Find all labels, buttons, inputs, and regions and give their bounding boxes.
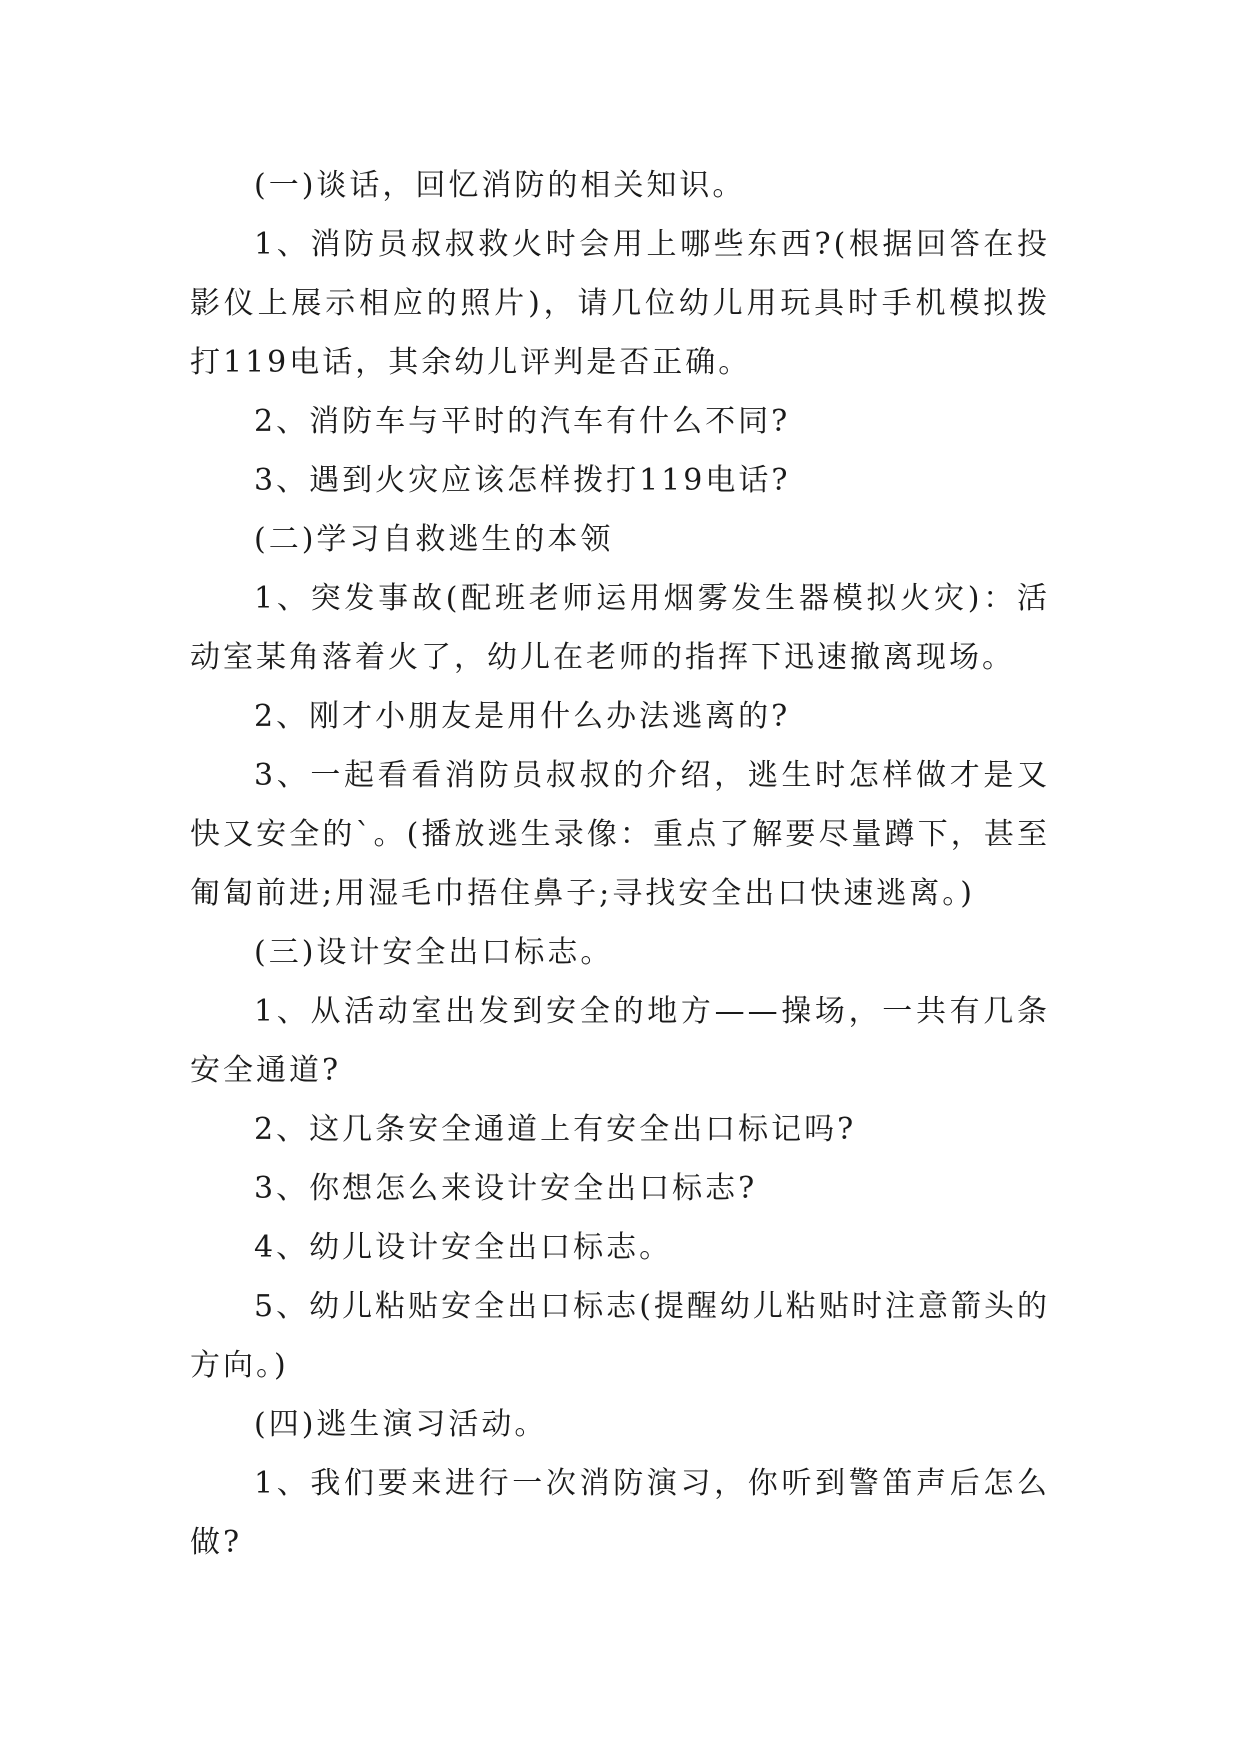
section-heading-1: (一)谈话，回忆消防的相关知识。 — [254, 168, 746, 203]
paragraph: 1、突发事故(配班老师运用烟雾发生器模拟火灾)：活动室某角落着火了，幼儿在老师的指挥下迅速撤离现场。 — [190, 581, 1050, 675]
paragraph: 3、遇到火灾应该怎样拨打119电话? — [254, 463, 791, 498]
section-heading-2: (二)学习自救逃生的本领 — [254, 522, 614, 557]
document-body — [190, 156, 1050, 1572]
paragraph: 2、刚才小朋友是用什么办法逃离的? — [254, 699, 791, 734]
paragraph: 5、幼儿粘贴安全出口标志(提醒幼儿粘贴时注意箭头的方向。) — [190, 1289, 1050, 1383]
paragraph: 3、一起看看消防员叔叔的介绍，逃生时怎样做才是又快又安全的`。(播放逃生录像：重点了解要尽量蹲下，甚至匍匐前进;用湿毛巾捂住鼻子;寻找安全出口快速逃离。) — [190, 758, 1050, 911]
section-heading-4: (四)逃生演习活动。 — [254, 1407, 548, 1442]
paragraph: 1、从活动室出发到安全的地方——操场，一共有几条安全通道? — [190, 994, 1050, 1088]
paragraph: 4、幼儿设计安全出口标志。 — [254, 1230, 673, 1265]
paragraph: 1、消防员叔叔救火时会用上哪些东西?(根据回答在投影仪上展示相应的照片)，请几位幼儿用玩具时手机模拟拨打119电话，其余幼儿评判是否正确。 — [190, 227, 1050, 380]
paragraph: 2、这几条安全通道上有安全出口标记吗? — [254, 1112, 857, 1147]
section-heading-3: (三)设计安全出口标志。 — [254, 935, 614, 970]
paragraph: 3、你想怎么来设计安全出口标志? — [254, 1171, 758, 1206]
paragraph: 2、消防车与平时的汽车有什么不同? — [254, 404, 791, 439]
paragraph: 1、我们要来进行一次消防演习，你听到警笛声后怎么做? — [190, 1466, 1050, 1560]
